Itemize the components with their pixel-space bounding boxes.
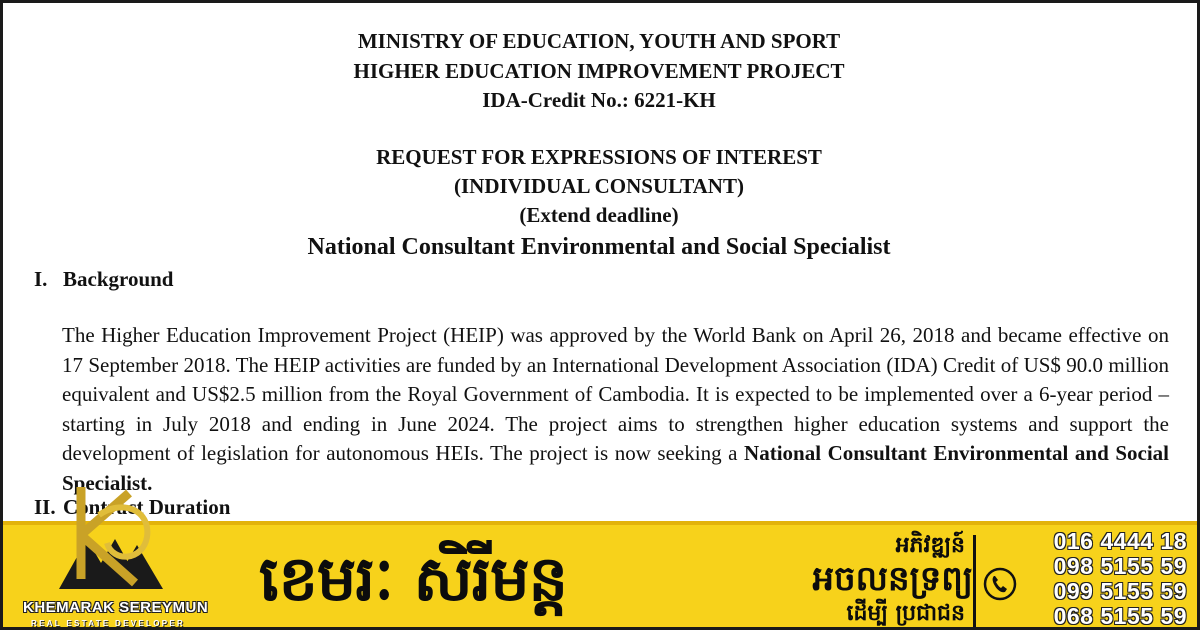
position-title: National Consultant Environmental and Social Specialist [307, 234, 891, 260]
section-background-heading [34, 265, 174, 293]
phone-icon [983, 567, 1017, 601]
section-title: Background [63, 267, 174, 291]
section-number: II. [34, 495, 56, 519]
paragraph-body: The Higher Education Improvement Project (HEIP) was approved by the World Bank on April 26, 2018 and became effective on 17 September 2018. The HEIP activities are funded by an International Development Association (IDA) Credit of US$ 90.0 million equivalent and US$2.5 million from the Royal Government of Cambodia. It is expected to be implemented over a 6-year period – starting in July 2018 and ending in June 2024. The project aims to strengthen higher education systems and support the development of legislation for autonomous HEIs. The project is now seeking a [62, 323, 1169, 466]
section-title: Contract Duration [63, 495, 231, 519]
phone-number[interactable]: 098 5155 59 [1053, 553, 1187, 579]
khmer-tagline-3: ដើម្បី ប្រជាជន [846, 601, 965, 626]
advert-banner[interactable] [3, 521, 1200, 630]
khemarak-logo-icon [51, 479, 181, 591]
divider [973, 535, 976, 630]
phone-list [1019, 529, 1187, 629]
section-number: I. [34, 267, 48, 291]
brand-tagline: REAL ESTATE DEVELOPER [31, 619, 186, 628]
phone-number[interactable]: 099 5155 59 [1053, 578, 1187, 604]
khmer-tagline-2: អចលនទ្រព្យ [812, 559, 973, 599]
khmer-tagline-1: អភិវឌ្ឍន៍ [895, 533, 965, 558]
credit-number: IDA-Credit No.: 6221-KH [482, 88, 716, 112]
consultant-type: (INDIVIDUAL CONSULTANT) [454, 174, 744, 198]
phone-number[interactable]: 016 4444 18 [1053, 528, 1187, 554]
brand-name: KHEMARAK SEREYMUN [23, 599, 209, 616]
paragraph-emphasis: National Consultant Environmental and Social Specialist. [62, 441, 1169, 495]
request-heading: REQUEST FOR EXPRESSIONS OF INTEREST [376, 145, 822, 169]
phone-number[interactable]: 068 5155 59 [1053, 603, 1187, 629]
company-logo [11, 479, 247, 630]
ministry-heading: MINISTRY OF EDUCATION, YOUTH AND SPORT [357, 29, 841, 53]
project-heading: HIGHER EDUCATION IMPROVEMENT PROJECT [353, 59, 845, 83]
khmer-brand-name: ខេមរៈ សិរីមន្ត [259, 542, 567, 615]
background-paragraph [62, 321, 1169, 499]
document [3, 3, 1200, 523]
deadline-note: (Extend deadline) [519, 203, 679, 227]
